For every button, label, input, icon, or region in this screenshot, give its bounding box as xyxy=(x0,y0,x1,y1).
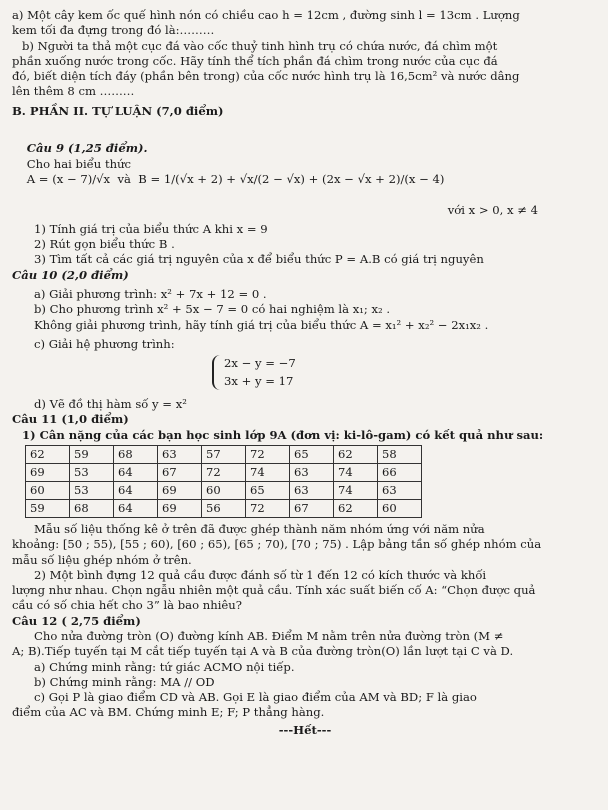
table-cell: 69 xyxy=(158,499,202,517)
table-cell: 53 xyxy=(70,463,114,481)
q10-item: Không giải phương trình, hãy tính giá trị của biểu thức A = x₁² + x₂² − 2x₁x₂ . xyxy=(34,317,489,332)
table-cell: 65 xyxy=(290,445,334,463)
table-cell: 63 xyxy=(158,445,202,463)
q9-line xyxy=(12,126,598,202)
table-cell: 63 xyxy=(290,481,334,499)
table-cell: 67 xyxy=(158,463,202,481)
table-cell: 68 xyxy=(70,499,114,517)
section-heading: B. PHẦN II. TỰ LUẬN (7,0 điểm) xyxy=(12,103,224,118)
table-cell: 59 xyxy=(70,445,114,463)
q12-item: b) Chứng minh rằng: MA // OD xyxy=(34,674,215,689)
table-cell: 56 xyxy=(202,499,246,517)
equation-system xyxy=(212,355,598,390)
table-cell: 60 xyxy=(202,481,246,499)
q10-item: a) Giải phương trình: x² + 7x + 12 = 0 . xyxy=(34,287,267,302)
part-a-text: a) Một cây kem ốc quế hình nón có chiều cao h = 12cm , đường sinh l = 13cm . Lượng xyxy=(12,8,520,22)
table-cell: 58 xyxy=(378,445,422,463)
table-cell: 62 xyxy=(334,445,378,463)
q12-item: a) Chứng minh rằng: tứ giác ACMO nội tiếp. xyxy=(34,659,295,674)
q10-heading: Câu 10 (2,0 điểm) xyxy=(12,267,129,282)
table-cell: 64 xyxy=(114,463,158,481)
table-cell: 63 xyxy=(290,463,334,481)
q12-intro: Cho nửa đường tròn (O) đường kính AB. Điểm M nằm trên nửa đường tròn (M ≠ xyxy=(34,628,504,643)
table-cell: 64 xyxy=(114,481,158,499)
q11-item: lượng như nhau. Chọn ngẫu nhiên một quả cầu. Tính xác suất biến cố A: “Chọn được quả xyxy=(12,583,536,598)
table-cell: 65 xyxy=(246,481,290,499)
table-row xyxy=(26,481,422,499)
q12-item: điểm của AC và BM. Chứng minh E; F; P thẳng hàng. xyxy=(12,705,325,720)
equation: 3x + y = 17 xyxy=(224,373,294,388)
q9-item: 2) Rút gọn biểu thức B . xyxy=(34,237,175,252)
table-cell: 64 xyxy=(114,499,158,517)
q11-heading: Câu 11 (1,0 điểm) xyxy=(12,412,129,427)
q9-item: 3) Tìm tất cả các giá trị nguyên của x để biểu thức P = A.B có giá trị nguyên xyxy=(34,252,484,267)
table-cell: 68 xyxy=(114,445,158,463)
q9-expression: A = (x − 7)/√x và B = 1/(√x + 2) + √x/(2 − √x) + (2x − √x + 2)/(x − 4) xyxy=(26,171,445,186)
table-cell: 72 xyxy=(246,445,290,463)
part-a-text: kem tối đa đựng trong đó là:……… xyxy=(12,23,215,38)
part-b-text: lên thêm 8 cm ……… xyxy=(12,84,135,99)
table-cell: 72 xyxy=(202,463,246,481)
table-row xyxy=(26,499,422,517)
part-b-text: phần xuống nước trong cốc. Hãy tính thể tích phần đá chìm trong nước của cục đá xyxy=(12,53,498,68)
end-marker: ---Hết--- xyxy=(278,722,332,737)
table-cell: 74 xyxy=(246,463,290,481)
q11-paragraph: khoảng: [50 ; 55), [55 ; 60), [60 ; 65), [65 ; 70), [70 ; 75) . Lập bảng tần số ghép nhóm của xyxy=(12,537,542,552)
table-cell: 72 xyxy=(246,499,290,517)
table-cell: 63 xyxy=(378,481,422,499)
table-cell: 69 xyxy=(158,481,202,499)
q10-item: b) Cho phương trình x² + 5x − 7 = 0 có hai nghiệm là x₁; x₂ . xyxy=(34,302,391,317)
q9-intro: Cho hai biểu thức xyxy=(26,156,132,171)
q11-item: 2) Một bình đựng 12 quả cầu được đánh số từ 1 đến 12 có kích thước và khối xyxy=(34,567,487,582)
table-cell: 74 xyxy=(334,481,378,499)
table-cell: 57 xyxy=(202,445,246,463)
weight-table xyxy=(25,445,422,518)
q12-heading: Câu 12 ( 2,75 điểm) xyxy=(12,613,141,628)
q9-heading: Câu 9 (1,25 điểm). xyxy=(26,141,148,156)
q11-paragraph: mẫu số liệu ghép nhóm ở trên. xyxy=(12,552,192,567)
table-cell: 62 xyxy=(26,445,70,463)
equation: 2x − y = −7 xyxy=(224,356,296,371)
table-cell: 66 xyxy=(378,463,422,481)
part-b-text: đó, biết diện tích đáy (phần bên trong) của cốc nước hình trụ là 16,5cm² và nước dâng xyxy=(12,69,520,84)
q10-item: d) Vẽ đồ thị hàm số y = x² xyxy=(34,397,187,412)
table-cell: 59 xyxy=(26,499,70,517)
table-cell: 74 xyxy=(334,463,378,481)
q11-paragraph: Mẫu số liệu thống kê ở trên đã được ghép thành năm nhóm ứng với năm nửa xyxy=(34,521,485,536)
q9-condition: với x > 0, x ≠ 4 xyxy=(447,202,538,217)
table-cell: 53 xyxy=(70,481,114,499)
q10-item: c) Giải hệ phương trình: xyxy=(34,336,175,351)
part-b-text: b) Người ta thả một cục đá vào cốc thuỷ tinh hình trụ có chứa nước, đá chìm một xyxy=(22,38,498,53)
table-row xyxy=(26,445,422,463)
table-cell: 69 xyxy=(26,463,70,481)
table-cell: 62 xyxy=(334,499,378,517)
table-cell: 60 xyxy=(378,499,422,517)
q9-item: 1) Tính giá trị của biểu thức A khi x = 9 xyxy=(34,221,268,236)
q12-intro: A; B).Tiếp tuyến tại M cắt tiếp tuyến tại A và B của đường tròn(O) lần lượt tại C và D. xyxy=(12,644,514,659)
q12-item: c) Gọi P là giao điểm CD và AB. Gọi E là giao điểm của AM và BD; F là giao xyxy=(34,690,477,705)
table-cell: 67 xyxy=(290,499,334,517)
table-cell: 60 xyxy=(26,481,70,499)
q11-item: 1) Cân nặng của các bạn học sinh lớp 9A (đơn vị: ki-lô-gam) có kết quả như sau: xyxy=(22,427,544,442)
q11-item: cầu có số chia hết cho 3” là bao nhiêu? xyxy=(12,598,242,613)
table-row xyxy=(26,463,422,481)
